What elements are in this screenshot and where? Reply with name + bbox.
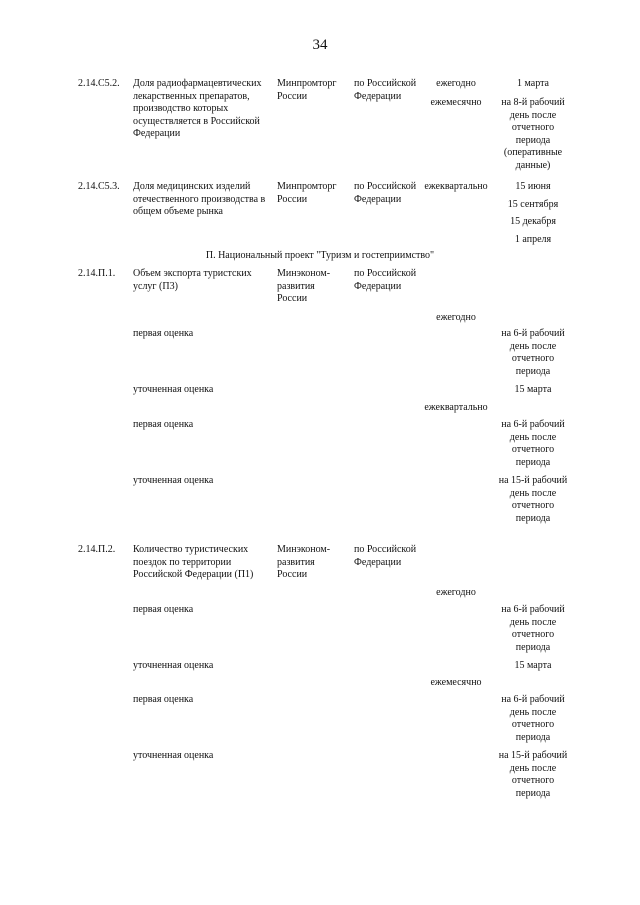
deadline: 15 марта — [514, 660, 552, 671]
frequency: ежемесячно — [430, 97, 482, 108]
estimate-type: уточненная оценка — [133, 660, 214, 671]
estimate-type: первая оценка — [133, 604, 194, 615]
estimate-type: уточненная оценка — [133, 475, 214, 486]
deadline: на 6-й рабочий день после отчетного периода — [501, 694, 565, 743]
deadline: 1 марта — [517, 78, 549, 89]
responsible-agency: Минэконом-развития России — [277, 544, 331, 580]
estimate-type: первая оценка — [133, 694, 194, 705]
indicator-name: Объем экспорта туристских услуг (П3) — [133, 268, 252, 292]
frequency: ежегодно — [436, 587, 476, 598]
data-scope: по Российской Федерации — [354, 78, 417, 102]
indicator-name: Доля медицинских изделий отечественного производства в общем объеме рынка — [133, 181, 266, 217]
responsible-agency: Минпромторг России — [277, 78, 337, 102]
row-code: 2.14.П.2. — [78, 544, 116, 555]
deadline: на 6-й рабочий день после отчетного периода — [501, 604, 565, 653]
frequency: ежеквартально — [424, 402, 488, 413]
page-number: 34 — [312, 37, 328, 53]
indicator-name: Доля радиофармацевтических лекарственных препаратов, производство которых осуществляется в Российской Федерации — [133, 78, 262, 139]
deadline: на 6-й рабочий день после отчетного периода — [501, 328, 565, 377]
estimate-type: первая оценка — [133, 328, 194, 339]
deadline: 15 июня — [515, 181, 551, 192]
frequency: ежемесячно — [430, 677, 482, 688]
deadline: на 15-й рабочий день после отчетного периода — [498, 750, 568, 799]
section-title: П. Национальный проект "Туризм и гостеприимство" — [205, 250, 435, 261]
responsible-agency: Минэконом-развития России — [277, 268, 331, 304]
frequency: ежегодно — [436, 312, 476, 323]
row-code: 2.14.С5.3. — [78, 181, 120, 192]
deadline: на 15-й рабочий день после отчетного периода — [498, 475, 568, 524]
estimate-type: уточненная оценка — [133, 384, 214, 395]
estimate-type: уточненная оценка — [133, 750, 214, 761]
data-scope: по Российской Федерации — [354, 544, 417, 568]
indicator-name: Количество туристических поездок по территории Российской Федерации (П1) — [133, 544, 254, 580]
responsible-agency: Минпромторг России — [277, 181, 337, 205]
deadline: на 6-й рабочий день после отчетного периода — [501, 419, 565, 468]
row-code: 2.14.С5.2. — [78, 78, 120, 89]
deadline: на 8-й рабочий день после отчетного периода (оперативные данные) — [501, 97, 565, 171]
row-code: 2.14.П.1. — [78, 268, 116, 279]
deadline: 15 марта — [514, 384, 552, 395]
data-scope: по Российской Федерации — [354, 181, 417, 205]
data-scope: по Российской Федерации — [354, 268, 417, 292]
frequency: ежегодно — [436, 78, 476, 89]
deadline: 15 сентября — [507, 199, 559, 210]
deadline: 15 декабря — [510, 216, 556, 227]
deadline: 1 апреля — [514, 234, 552, 245]
frequency: ежеквартально — [424, 181, 488, 192]
estimate-type: первая оценка — [133, 419, 194, 430]
